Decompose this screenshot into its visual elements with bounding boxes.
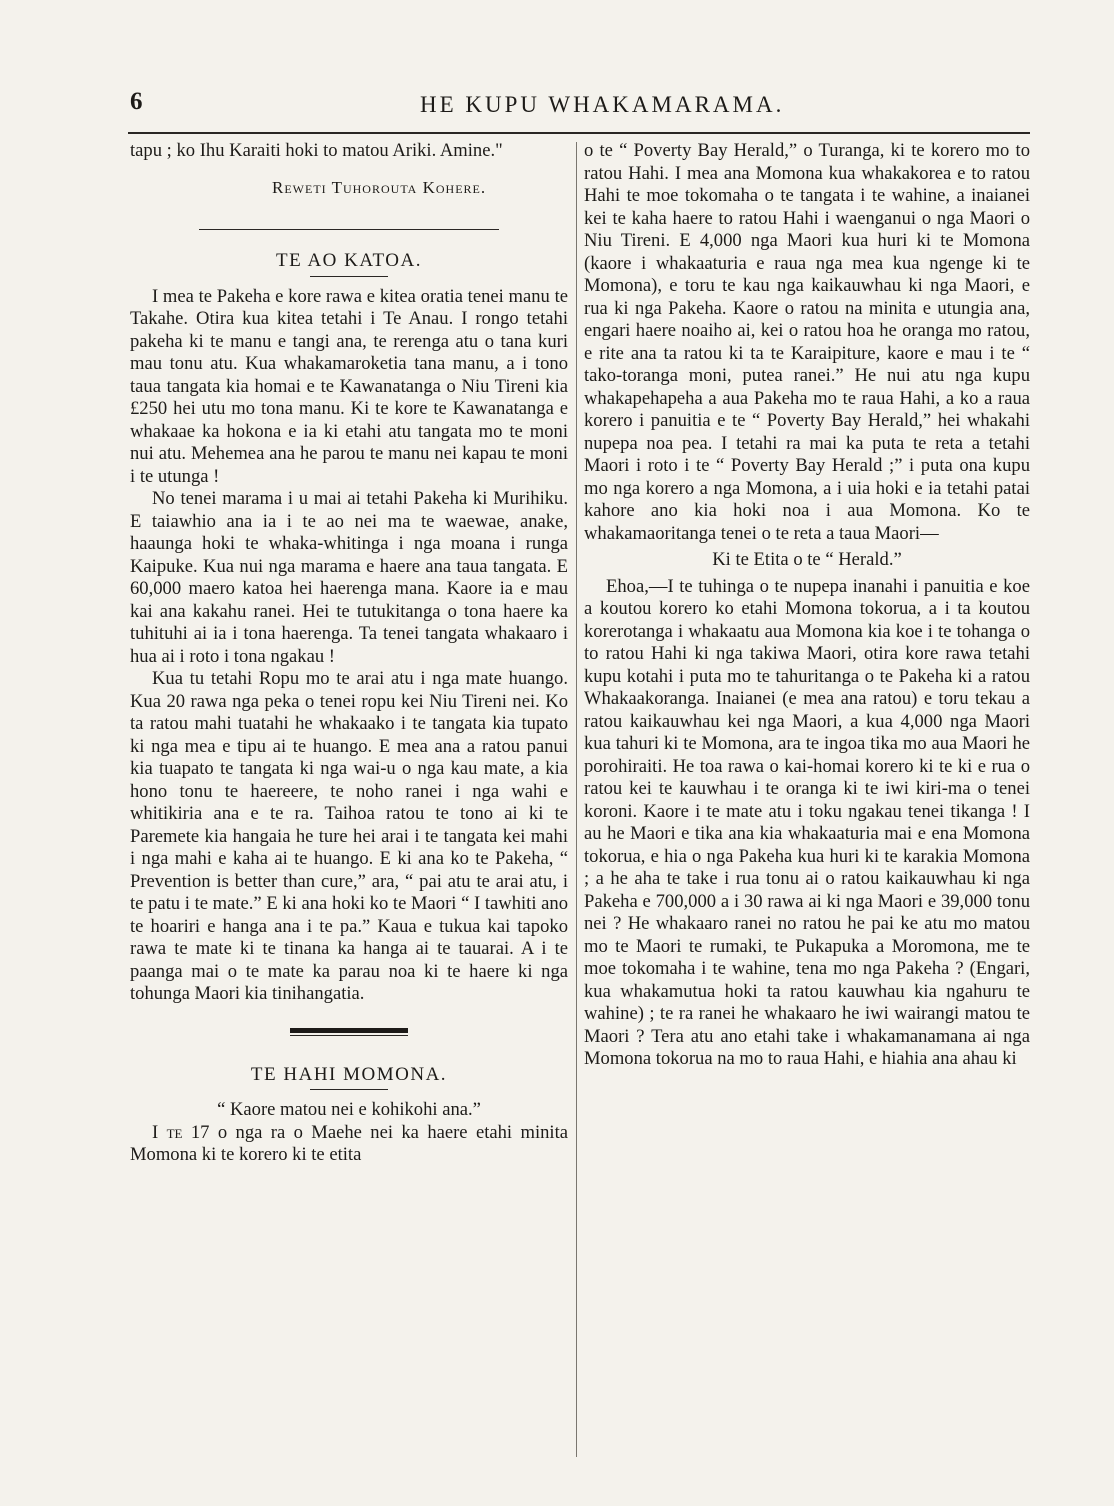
double-rule-thin: [290, 1035, 408, 1036]
letter-paragraph: Ehoa,—I te tuhinga o te nupepa inanahi i panuitia e koe a koutou korero ko etahi Momona tokorua, a i ta koutou korerotanga i whakaatu aua Momona kia koe i te tohanga o to ratou Hahi ki nga takiwa Maori, otira kore rawa tetahi kupu kotahi i puta mo te tahuritanga o te Pakeha ki a ratou Whakaakoranga. Inaianei (e mea ana ratou) e toru tekau a ratou kaikauwhau kei nga Maori, a kua 4,000 nga Maori kua tahuri ki te Momona, ara te ingoa tika mo aua Maori he porohiraiti. He toa rawa o kai-homai korero ki te ki e rua o ratou kei te kauwhau i te oranga ki te iwi kiri-ma o tenei koroni. Kaore i te mate atu i toku ngakau tenei tikanga ! I au he Maori e tika ana kia whakaaturia mai e ena Momona tokorua, e hia o nga Pakeha kua huri ki te karakia Momona ; a he aha te take i rua tonu ai o ratou kaikauwhau ki nga Pakeha e 700,000 a i 30 rawa ai ki nga Maori e 39,000 tonu nei ? He whakaaro ranei no ratou he pai ke atu mo matou mo te Maori te rumaki, te Pukapuka a Moromona, me te moe tokomaha i te wahine, tena mo nga Pakeha ? (Engari, kua whakamutua hoki ta ratou kauwhau kia ngahuru te wahine) ; te ra ranei he whakaaro he iwi wairangi matou te Maori ? Tera atu ano etahi take i whakamanamana ai nga Momona tokorua na mo to raua Hahi, e hiahia ana ahau ki: [584, 575, 1030, 1069]
double-rule-thick: [290, 1028, 408, 1033]
article-paragraph: [130, 1122, 568, 1167]
article-paragraph: Kua tu tetahi Ropu mo te arai atu i nga mate huango. Kua 20 rawa nga peka o tenei ropu kei Niu Tireni nei. Ko ta ratou mahi tuatahi he whakaako i te tangata kia tupato ki nga mea e tipu ai te huango. E mea ana a ratou panui kia tuapato te tangata ki nga wai-u o nga kau mate, a kia hono tonu te haereere, te noho ranei i nga wahi e whitikiria ana e te ra. Taihoa ratou te tono ai ki te Paremete kia hangaia he ture hei arai i te tangata kei mahi i nga mahi e kaha ai te huango. E ki ana ko te Pakeha, “ Prevention is better than cure,” ara, “ pai atu te arai atu, i te patu i te mate.” E ki ana hoki ko te Maori “ I tawhiti ano te hoariri e hanga ana i te pa.” Kaua e tukua kai tapoko rawa te mate ki te tinana ka hanga ai te tauarai. A i te paanga mai o te mate ka parau noa ki te haere ki nga tohunga Maori kia tinihangatia.: [130, 668, 568, 1004]
article-paragraph: o te “ Poverty Bay Herald,” o Turanga, ki te korero mo to ratou Hahi. I mea ana Momona kua whakakorea e to ratou Hahi te moe tokomaha o te tangata i te wahine, a inaianei kei te kaha haere to ratou Hahi i waenganui o nga Maori o Niu Tireni. E 4,000 nga Maori kua huri ki te Momona (kaore i whakaaturia e raua nga mea kua ngenge ki te Momona), e toru te kau nga kaikauwhau ki nga Maori, e rua ki nga Pakeha. Kaore o ratou na minita e utungia ana, engari haere noaiho ai, kei o ratou hoa he oranga mo ratou, e rite ana ta ratou ki ta te Karaipiture, kaore e mau i te “ tako-toranga moni, putea ranei.” He nui atu nga kupu whakapehapeha a aua Pakeha mo te raua Hahi, a ko a raua korero i panuitia e te “ Poverty Bay Herald,” hei whakahi nupepa noa pea. I tetahi ra mai ka puta te reta a tetahi Maori i roto i te “ Poverty Bay Herald ;” i puta ona kupu mo nga korero a nga Momona, a i uia hoki e ia tetahi patai kahore ano kia hoki noa i aua Momona. Ko te whakamaoritanga tenei o te reta a taua Maori—: [584, 140, 1030, 544]
running-title: HE KUPU WHAKAMARAMA.: [420, 92, 785, 117]
section-heading-te-ao-katoa: TE AO KATOA.: [276, 250, 422, 271]
continued-paragraph: tapu ; ko Ihu Karaiti hoki to matou Ariki. Amine.": [130, 140, 503, 161]
heading-underline: [310, 1089, 388, 1090]
right-column: [584, 140, 1030, 1071]
author-signature: Reweti Tuhorouta Kohere.: [272, 177, 487, 197]
page-number: 6: [130, 88, 143, 115]
column-divider: [576, 142, 577, 1457]
letter-heading: Ki te Etita o te “ Herald.”: [712, 549, 902, 570]
left-column: [130, 140, 568, 1167]
header-rule: [128, 132, 1030, 134]
section-divider-rule: [199, 229, 499, 230]
heading-underline: [310, 276, 388, 277]
article-paragraph: I mea te Pakeha e kore rawa e kitea oratia tenei manu te Takahe. Otira kua kitea tetahi i Te Anau. I rongo tetahi pakeha ki te manu e tangi ana, te rerenga atu o tana kuri mau tonu atu. Kua whakamaroketia tana manu, a i tono taua tangata kia homai e te Kawanatanga o Niu Tireni kia £250 hei utu mo tona manu. Ki te kore te Kawanatanga e whakaae ka hokona e ia ki etahi atu tangata mo te moni nui atu. Mehemea ana he parou te manu nei kapau te moni i te utunga !: [130, 285, 568, 487]
lead-words: I te: [152, 1121, 183, 1143]
epigraph: “ Kaore matou nei e kohikohi ana.”: [217, 1099, 481, 1120]
section-heading-te-hahi-momona: TE HAHI MOMONA.: [250, 1063, 448, 1085]
lead-rest: 17 o nga ra o Maehe nei ka haere etahi minita Momona ki te korero ki te etita: [130, 1121, 568, 1165]
article-paragraph: No tenei marama i u mai ai tetahi Pakeha ki Murihiku. E taiawhio ana ia i te ao nei ma te waewae, anake, haaunga hoki te whaka-whitinga i nga moana i runga Kaipuke. Kua nui nga marama e haere ana taua tangata. E 60,000 maero katoa hei haerenga mana. Kaore ia e mau kai ana kakahu ranei. Hei te tutukitanga o tona haere ka tuhituhi ai ia i tona haerenga. Ta tenei tangata whakaaro i hua ai i roto i tona ngakau !: [130, 488, 568, 667]
